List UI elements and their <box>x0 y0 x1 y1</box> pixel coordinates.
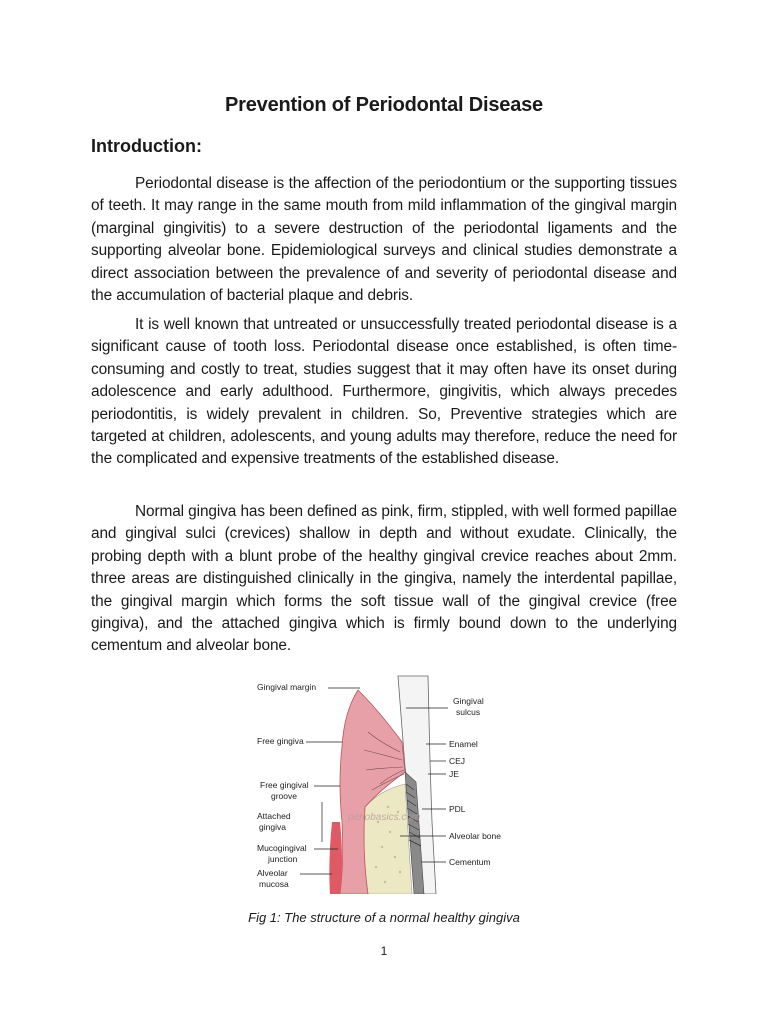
page-number: 1 <box>380 944 388 958</box>
label-pdl: PDL <box>449 804 466 814</box>
label-mucogingival-junction-2: junction <box>268 854 298 864</box>
paragraph-2: It is well known that untreated or unsuccessfully treated periodontal disease is a significant cause of tooth loss. Periodontal disease once established, is often time-consuming and costly to treat, studies suggest that it may often have its onset during adolescence and early adulthood. Furthermore, gingivitis, which always precedes periodontitis, is widely prevalent in children. So, Preventive strategies which are targeted at children, adolescents, and young adults may therefore, reduce the need for the complicated and expensive treatments of the established disease. <box>91 316 677 468</box>
label-gingival-sulcus-1: Gingival <box>453 696 484 706</box>
label-free-gingival-groove-1: Free gingival <box>260 780 309 790</box>
label-alveolar-bone: Alveolar bone <box>449 831 501 841</box>
label-enamel: Enamel <box>449 739 478 749</box>
mucosa-shape <box>329 822 342 894</box>
label-alveolar-mucosa-1: Alveolar <box>257 868 288 878</box>
label-alveolar-mucosa-2: mucosa <box>259 879 289 889</box>
section-heading: Introduction: <box>91 136 202 156</box>
label-attached-gingiva-2: gingiva <box>259 822 286 832</box>
page-title: Prevention of Periodontal Disease <box>225 94 543 116</box>
label-gingival-sulcus-2: sulcus <box>456 707 481 717</box>
watermark-text: periobasics.com <box>348 812 421 823</box>
label-cementum: Cementum <box>449 857 491 867</box>
label-attached-gingiva-1: Attached <box>257 811 291 821</box>
label-cej: CEJ <box>449 756 466 766</box>
figure-caption: Fig 1: The structure of a normal healthy gingiva <box>248 910 520 925</box>
label-gingival-margin: Gingival margin <box>257 682 317 692</box>
paragraph-3: Normal gingiva has been defined as pink, firm, stippled, with well formed papillae and gingival sulci (crevices) shallow in depth and without exudate. Clinically, the probing depth with a blunt probe of the healthy gingival crevice reaches about 2mm. three areas are distinguished clinically in the gingiva, namely the interdental papillae, the gingival margin which forms the soft tissue wall of the gingival crevice (free gingiva), and the attached gingiva which is firmly bound down to the underlying cementum and alveolar bone. <box>91 503 677 655</box>
label-free-gingiva: Free gingiva <box>257 736 304 746</box>
gingiva-diagram <box>240 672 530 894</box>
label-free-gingival-groove-2: groove <box>271 791 297 801</box>
gingiva-figure <box>240 672 530 894</box>
paragraph-1: Periodontal disease is the affection of the periodontium or the supporting tissues of teeth. It may range in the same mouth from mild inflammation of the gingival margin (marginal gingivitis) to a severe destruction of the periodontal ligaments and the supporting alveolar bone. Epidemiological surveys and clinical studies demonstrate a direct association between the prevalence of and severity of periodontal disease and the accumulation of bacterial plaque and debris. <box>91 175 677 305</box>
label-je: JE <box>449 769 459 779</box>
label-mucogingival-junction-1: Mucogingival <box>257 843 307 853</box>
